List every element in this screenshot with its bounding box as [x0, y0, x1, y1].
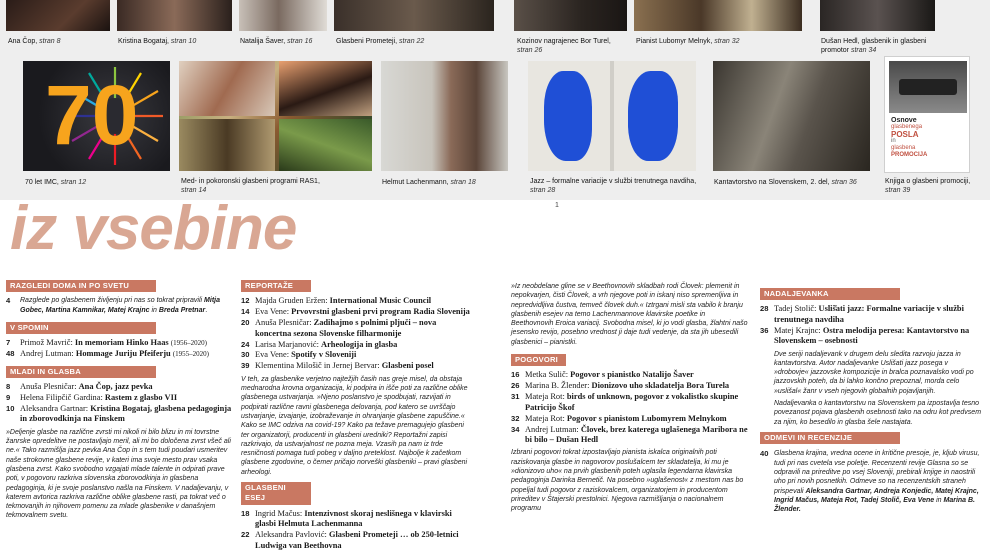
toc-entry[interactable]: 39 Klementina Milošič in Jernej Bervar: Glasbeni posel [241, 361, 434, 371]
column-2 [241, 276, 473, 551]
toc-entry[interactable]: 26 Marina B. Žlender: Dionizovo uho skladatelja Bora Turela [511, 381, 730, 391]
photo-natalija-saver [239, 0, 327, 31]
toc-entry[interactable]: 32 Mateja Rot: Pogovor s pianistom Lubomyrem Melnykom [511, 413, 727, 423]
section-glasbeni-esej: GLASBENI ESEJ [241, 482, 311, 505]
toc-entry[interactable]: 31 Mateja Rot: birds of unknown, pogovor z vokalistko skupine Patricijo Škof [511, 392, 739, 412]
caption-lubomyr-melnyk: Pianist Lubomyr Melnyk, stran 32 [636, 38, 740, 45]
section-description: »Deljenje glasbe na različne zvrsti mi nikoli ni bilo blizu in mi tovrstne žanrske opredelitve ne postavljajo meril, ali mi bo določena zvrst všeč ali ne.« Tako razmišlja jazz pevka Ana Čop in s tem tudi poudari usmeritev naše strokovne glasbene revije, v kateri ima svoje mesto prav vsaka glasbena zvrst. Kako svobodno vzgajati mlade talente in odpirati prave poti, v pogovoru razkriva slovenska zborovodkinja in glasbena pedagoginja, ki je svoje poslanstvo našla na Finskem. V nadaljevanju, v katerem avtorica razkriva različne oblike glasbene rasti, pa tokrat več o tekmovanjih in njihovem pomenu za mlade glasbenike v današnjem tekmovalnem svetu. [6, 428, 231, 520]
section-reportaze: REPORTAŽE [241, 280, 311, 292]
photo-bor-turel [514, 0, 627, 31]
thumbnail-band [0, 0, 990, 200]
entry-odmevi: 40 Glasbena krajina, vredna ocene in kritične presoje, je, kljub virusu, tudi pri nas cvetela vse poletje. Recenzenti revije Glasna so se odpravili na prireditve po vsej Sloveniji, prebirali knjige in naostrili uho pri novih posnetkih. Odmeve so na recenzentskih straneh prispevali Aleksandra Gartnar, Andreja Konjedic, Matej Krajnc, Ingrid Mačus, Mateja Rot, Tadej Stolič, Eva Vene in Marina B. Žlender. [760, 449, 980, 514]
photo-ras1-programs [179, 61, 372, 171]
section-description: Nadaljevanka o kantavtorstvu na Slovenskem pa izpostavlja tesno povezanost pojava glasbenih osebnosti tako na odru kot predvsem za njim, ko besedilo in glasba šele nastajata. [774, 400, 982, 426]
section-mladi-in-glasba: MLADI IN GLASBA [6, 366, 156, 378]
toc-entry[interactable]: 20 Anuša Plesničar: Zadihajmo s polnimi pljuči – nova koncertna sezona Slovenske filharmonije [241, 318, 437, 338]
photo-kantavtorstvo [713, 61, 870, 171]
photo-kristina-bogataj [117, 0, 232, 31]
photo-jazz-variations [528, 61, 696, 171]
toc-entry[interactable]: 12 Majda Gruden Eržen: International Music Council [241, 296, 432, 306]
photo-ana-cop [6, 0, 110, 31]
caption-glasbeni-prometeji: Glasbeni Prometeji, stran 22 [336, 38, 425, 45]
toc-entry[interactable]: 48 Andrej Lutman: Hommage Juriju Pfeiferju (1955–2020) [6, 348, 209, 358]
toc-entry[interactable]: 18 Ingrid Mačus: Intenzivnost skoraj neslišnega v klavirski glasbi Helmuta Lachenmanna [241, 508, 452, 529]
toc-entry[interactable]: 22 Aleksandra Pavlović: Glasbeni Prometeji … ob 250-letnici Ludwiga van Beethovna [241, 530, 459, 550]
caption-70-let-imc: 70 let IMC, stran 12 [25, 179, 87, 186]
caption-knjiga: Knjiga o glasbeni promociji, stran 39 [885, 178, 971, 194]
section-razgledi: RAZGLEDI DOMA IN PO SVETU [6, 280, 156, 292]
page-marker: 1 [555, 202, 559, 209]
caption-kristina-bogataj: Kristina Bogataj, stran 10 [118, 38, 197, 45]
photo-book-glasbeni-posel [884, 56, 970, 173]
caption-kantavtorstvo: Kantavtorstvo na Slovenskem, 2. del, stran 36 [714, 179, 857, 186]
page-title: iz vsebine [10, 194, 297, 263]
imc-70-number: 70 [45, 68, 139, 162]
caption-jazz: Jazz – formalne variacije v službi trenutnega navdiha, stran 28 [530, 178, 697, 194]
caption-ras1: Med- in pokoronski glasbeni programi RAS1, stran 14 [181, 178, 320, 194]
toc-entry[interactable]: 8 Anuša Plesničar: Ana Čop, jazz pevka [6, 382, 153, 392]
toc-entry[interactable]: 28 Tadej Stolič: Usliš̌ati jazz: Formalne variacije v službi trenutnega navdiha [760, 304, 964, 324]
toc-entry[interactable]: 14 Eva Vene: Prvovrstni glasbeni prvi program Radia Slovenija [241, 307, 470, 317]
toc-entry[interactable]: 9 Helena Filipčič Gardina: Rastem z glasbo VII [6, 393, 178, 403]
column-3 [511, 282, 749, 516]
caption-natalija-saver: Natalija Šaver, stran 16 [240, 38, 313, 45]
caption-dusan-hedl: Dušan Hedl, glasbenik in glasbeni promotor stran 34 [821, 38, 927, 54]
column-1 [6, 276, 232, 524]
photo-glasbeni-prometeji [334, 0, 494, 31]
section-description: Izbrani pogovori tokrat izpostavljajo pianista iskalca originalnih poti raziskovanja glasbe in nagovorov poslušalcem ter skladatelja, ki mu je »dionizovo uho« na prvih glasbenih poteh uglasila legendarna klavirska pedagoginja Darinka Bernetič. Na posebno »uglašenost« z mestom nas bo popeljal tudi pogovor z raziskovalcem, organizatorjem in producentom prireditev v Štajerski prestolnici. Njegova razmišljanja o nacionalnem programu [511, 449, 744, 513]
toc-entry[interactable]: 34 Andrej Lutman: Človek, brez katerega uglašenega Maribora ne bi bilo – Dušan Hedl [511, 424, 748, 444]
photo-70-let-imc [23, 61, 170, 171]
caption-ana-cop: Ana Čop, stran 8 [8, 38, 61, 45]
photo-lubomyr-melnyk [634, 0, 802, 31]
photo-dusan-hedl [820, 0, 935, 31]
section-description: Dve seriji nadaljevank v drugem delu sledita razvoju jazza in kantavtorstva. Avtor nadaljevanke Uslišati jazz posega v »drobovje« jazzovske kompozicije in bralca poznavalsko vodi po jazzovskih poteh, da bi lahko končno prepoznal, morda celo »uslišal« žanr v vseh njegovih globalnih pojavljanjih. [774, 350, 974, 395]
photo-helmut-lachenmann [381, 61, 508, 171]
section-nadaljevanka: NADALJEVANKA [760, 288, 900, 300]
toc-entry[interactable]: 16 Metka Sulič: Pogovor s pianistko Natalijo Šaver [511, 370, 694, 380]
section-odmevi: ODMEVI IN RECENZIJE [760, 432, 900, 444]
toc-entry[interactable]: 30 Eva Vene: Spotify v Sloveniji [241, 350, 357, 360]
caption-lachenmann: Helmut Lachenmann, stran 18 [382, 179, 476, 186]
section-description: »Iz neobdelane gline se v Beethovnovih skladbah rodi Človek: plemenit in nepokvarjen, čisti Človek, a vrh njegove poti in iskanj niso spremenljiva in nepredvidljiva čustva, temveč človek duh.« Iztrgani misli sta vabilo k branju glasbenih esejev na temo Lachenmannove klavirske poetike in Beethovnovih Eroica variacij. Svobodna misel, ki jo vodi glasba, žlahtni našo jesensko revijo, posebno vrednost ji daje tudi vedenje, da sta jih ubesedili glasbenici – pianistki. [511, 283, 748, 346]
section-pogovori: POGOVORI [511, 354, 566, 366]
section-v-spomin: V SPOMIN [6, 322, 156, 334]
caption-bor-turel: Kozinov nagrajenec Bor Turel, stran 26 [517, 38, 611, 54]
toc-entry[interactable]: 7 Primož Mavrič: In memoriam Hinko Haas (1956–2020) [6, 337, 207, 347]
toc-entry[interactable]: 36 Matej Krajnc: Ostra melodija peresa: Kantavtorstvo na Slovenskem – osebnosti [760, 325, 970, 346]
toc-entry[interactable]: 10 Aleksandra Gartnar: Kristina Bogataj, glasbena pedagoginja in zborovodkinja na Finskem [6, 403, 232, 424]
book-cover-title: Osnove glasbenega POSLA in glasbena PROMOCIJA [891, 117, 928, 158]
column-4 [760, 284, 984, 517]
toc-entry[interactable]: 24 Larisa Marjanović: Arheologija in glasba [241, 339, 398, 349]
section-description: V teh, za glasbenike verjetno najtežjih časih nas greje misel, da obstaja mednarodna krovna organizacija, ki podpira in išče poti za različne oblike glasbenega ustvarjanja. »Njeno poslanstvo je spodbujati, razvijati in podpirati različne ravni glasbenega delovanja, pod katero se uvrščajo ustvarjanje, izvajanje, izobraževanje in ohranjanje glasbene zapuščine.« Kako se IMC odziva na covid-19? Kako pa težave premagujejo glasbeni ter organizatorji, producenti in glasbeni uredniki? Reportažni zapisi razkrivajo, da ustvarjalnost ne pozna meja. Vzasih pa nam iz trde resničnosti pomaga tudi pobeg v daljno preteklost. Najbolje k začetkom glasbene zgodovine, o čemer pričajo norveški glasbeniki – pravi glasbeni arheologi. [241, 375, 468, 476]
entry-razgledi: 4 Razglede po glasbenem življenju pri nas so tokrat pripravili Mitja Gobec, Martina Kamnikar, Matej Krajnc in Breda Pretnar. [6, 296, 220, 314]
